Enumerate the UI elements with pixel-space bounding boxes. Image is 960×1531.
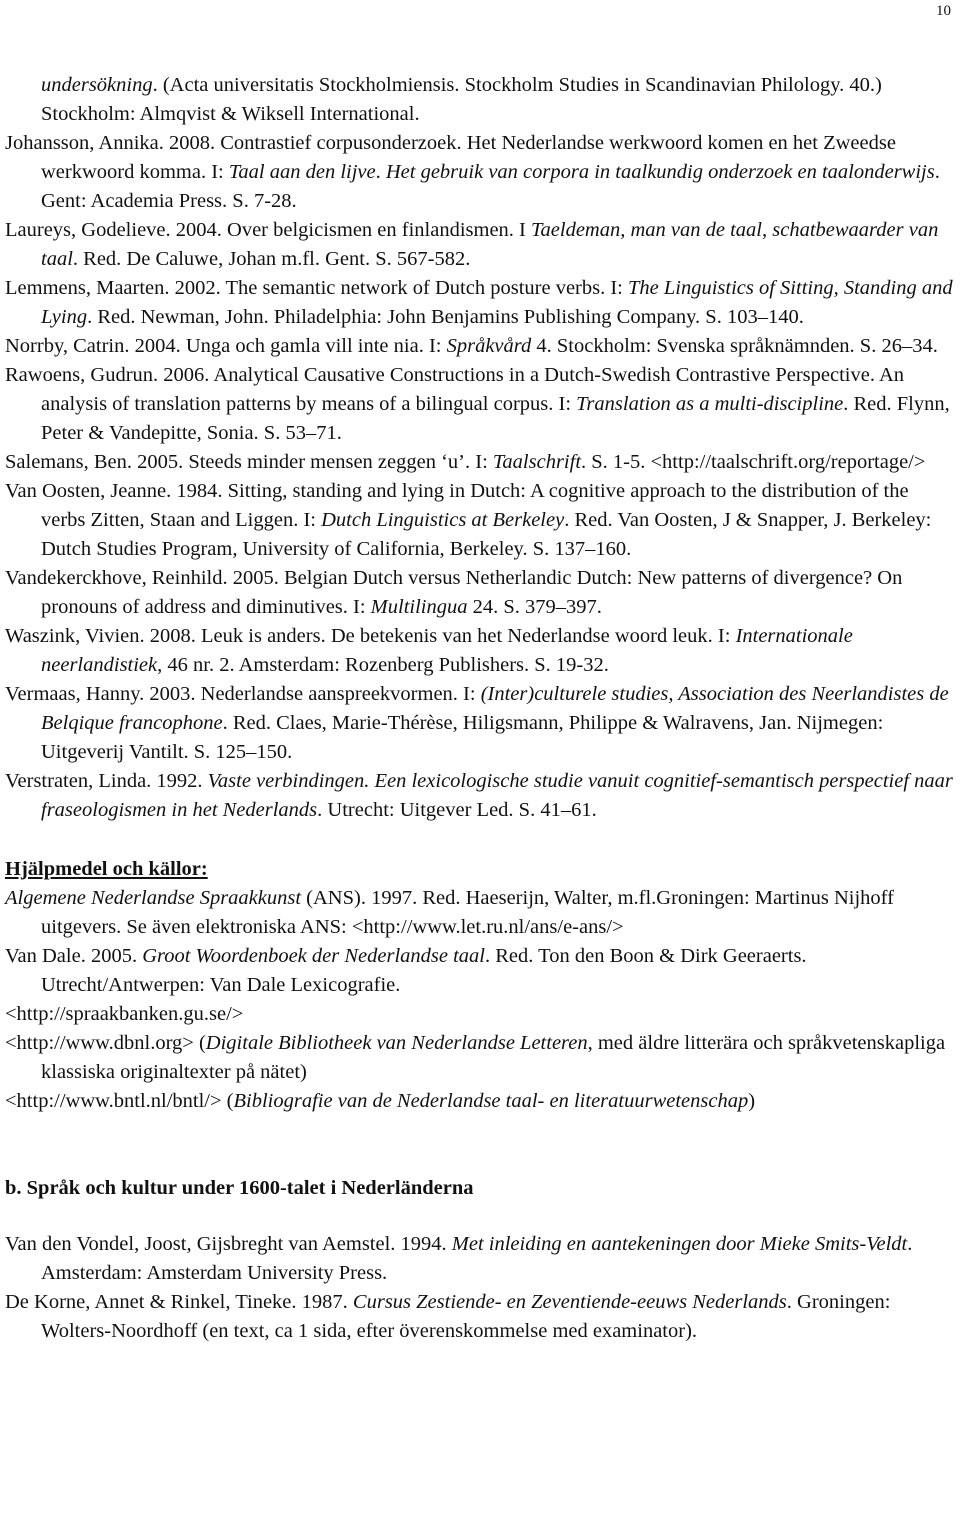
reference-text: . Red. Van Oosten, J & Snapper, J. Berkeley: Dutch Studies Program, University of California, Berkeley. S. 137–160. bbox=[41, 509, 932, 560]
reference-title: Taalschrift bbox=[492, 451, 582, 473]
reference-list-b bbox=[5, 1230, 955, 1346]
reference-title: Groot Woordenboek der Nederlandse taal bbox=[142, 945, 485, 967]
reference-entry bbox=[5, 361, 955, 448]
reference-text: <http://www.dbnl.org> ( bbox=[5, 1032, 206, 1054]
page-content bbox=[5, 71, 955, 1346]
reference-entry bbox=[5, 622, 955, 680]
reference-text: Vandekerckhove, Reinhild. 2005. Belgian Dutch versus Netherlandic Dutch: New patterns of divergence? On pronouns of address and diminutives. I: bbox=[5, 567, 903, 618]
reference-title: The Linguistics of Sitting, Standing and Lying bbox=[41, 277, 953, 328]
section-heading-tools: Hjälpmedel och källor: bbox=[5, 858, 208, 880]
reference-entry bbox=[5, 332, 955, 361]
reference-text: Van Dale. 2005. bbox=[5, 945, 143, 967]
reference-text: Van den Vondel, Joost, Gijsbreght van Aemstel. 1994. bbox=[5, 1233, 452, 1255]
reference-title: Algemene Nederlandse Spraakkunst bbox=[5, 887, 302, 909]
reference-text: . Amsterdam: Amsterdam University Press. bbox=[41, 1233, 913, 1284]
section-spacer bbox=[5, 825, 955, 855]
reference-entry bbox=[5, 884, 955, 942]
reference-title: Cursus Zestiende- en Zeventiende-eeuws Nederlands bbox=[352, 1291, 787, 1313]
reference-entry bbox=[5, 71, 955, 129]
reference-title: Dutch Linguistics at Berkeley bbox=[321, 509, 565, 531]
reference-title: Het gebruik van corpora in taalkundig onderzoek en taalonderwijs bbox=[385, 161, 935, 183]
reference-text: Salemans, Ben. 2005. Steeds minder mensen zeggen ‘u’. I: bbox=[5, 451, 493, 473]
reference-text: Johansson, Annika. 2008. Contrastief corpusonderzoek. Het Nederlandse werkwoord komen en het Zweedse werkwoord komma. I: bbox=[5, 132, 896, 183]
reference-text: . Red. Newman, John. Philadelphia: John Benjamins Publishing Company. S. 103–140. bbox=[87, 306, 804, 328]
reference-text: 4. Stockholm: Svenska språknämnden. S. 26–34. bbox=[531, 335, 938, 357]
reference-entry bbox=[5, 1230, 955, 1288]
reference-text: . bbox=[375, 161, 386, 183]
page-number: 10 bbox=[936, 3, 951, 19]
reference-text: Laureys, Godelieve. 2004. Over belgicismen en finlandismen. I bbox=[5, 219, 532, 241]
reference-text: . Red. Ton den Boon & Dirk Geeraerts. Utrecht/Antwerpen: Van Dale Lexicografie. bbox=[41, 945, 807, 996]
reference-entry bbox=[5, 1000, 955, 1029]
reference-title: Met inleiding en aantekeningen door Mieke Smits-Veldt bbox=[451, 1233, 908, 1255]
reference-text: ) bbox=[748, 1090, 756, 1112]
reference-entry bbox=[5, 216, 955, 274]
reference-text: , 46 nr. 2. Amsterdam: Rozenberg Publishers. S. 19-32. bbox=[157, 654, 609, 676]
reference-text: . Utrecht: Uitgever Led. S. 41–61. bbox=[317, 799, 597, 821]
reference-text: Verstraten, Linda. 1992. bbox=[5, 770, 208, 792]
reference-entry bbox=[5, 129, 955, 216]
reference-text: Lemmens, Maarten. 2002. The semantic network of Dutch posture verbs. I: bbox=[5, 277, 628, 299]
reference-entry bbox=[5, 477, 955, 564]
reference-text: Waszink, Vivien. 2008. Leuk is anders. De betekenis van het Nederlandse woord leuk. I: bbox=[5, 625, 736, 647]
reference-text: (ANS). 1997. Red. Haeserijn, Walter, m.fl.Groningen: Martinus Nijhoff uitgevers. Se även elektroniska ANS: <http://www.let.ru.nl/ans/e-ans/> bbox=[41, 887, 894, 938]
reference-text: . Gent: Academia Press. S. 7-28. bbox=[41, 161, 940, 212]
reference-title: Vaste verbindingen. Een lexicologische studie vanuit cognitief-semantisch perspectief naar fraseologismen in het Nederlands bbox=[41, 770, 953, 821]
reference-text: , med äldre litterära och språkvetenskapliga klassiska originaltexter på nätet) bbox=[41, 1032, 946, 1083]
reference-title: Bibliografie van de Nederlandse taal- en literatuurwetenschap bbox=[233, 1090, 749, 1112]
reference-entry bbox=[5, 448, 955, 477]
reference-title: Multilingua bbox=[370, 596, 468, 618]
reference-text: . Red. Flynn, Peter & Vandepitte, Sonia. S. 53–71. bbox=[41, 393, 950, 444]
reference-text: . (Acta universitatis Stockholmiensis. Stockholm Studies in Scandinavian Philology. 40.) Stockholm: Almqvist & Wiksell International. bbox=[41, 74, 882, 125]
reference-text: Rawoens, Gudrun. 2006. Analytical Causative Constructions in a Dutch-Swedish Contrastive Perspective. An analysis of translation patterns by means of a bilingual corpus. I: bbox=[5, 364, 905, 415]
reference-entry bbox=[5, 1288, 955, 1346]
reference-text: <http://www.bntl.nl/bntl/> ( bbox=[5, 1090, 234, 1112]
section-spacer bbox=[5, 1203, 955, 1230]
reference-title: Internationale neerlandistiek bbox=[41, 625, 853, 676]
section-heading-b: b. Språk och kultur under 1600-talet i Nederländerna bbox=[5, 1177, 474, 1199]
reference-text: . Red. Claes, Marie-Thérèse, Hiligsmann, Philippe & Walravens, Jan. Nijmegen: Uitgeverij Vantilt. S. 125–150. bbox=[41, 712, 884, 763]
section-spacer bbox=[5, 1116, 955, 1174]
reference-title: Translation as a multi-discipline bbox=[576, 393, 844, 415]
reference-title: Taeldeman, man van de taal, schatbewaarder van taal bbox=[41, 219, 939, 270]
reference-text: . Groningen: Wolters-Noordhoff (en text, ca 1 sida, efter överenskommelse med examinator). bbox=[41, 1291, 891, 1342]
reference-text: Vermaas, Hanny. 2003. Nederlandse aanspreekvormen. I: bbox=[5, 683, 481, 705]
reference-entry bbox=[5, 680, 955, 767]
reference-text: . S. 1-5. <http://taalschrift.org/reportage/> bbox=[581, 451, 926, 473]
reference-title: Språkvård bbox=[446, 335, 532, 357]
reference-entry bbox=[5, 942, 955, 1000]
reference-text: Van Oosten, Jeanne. 1984. Sitting, standing and lying in Dutch: A cognitive approach to the distribution of the verbs Zitten, Staan and Liggen. I: bbox=[5, 480, 909, 531]
reference-title: undersökning bbox=[41, 74, 153, 96]
reference-entry bbox=[5, 1029, 955, 1087]
reference-text: Norrby, Catrin. 2004. Unga och gamla vill inte nia. I: bbox=[5, 335, 447, 357]
reference-text: 24. S. 379–397. bbox=[467, 596, 602, 618]
reference-title: (Inter)culturele studies, Association des Neerlandistes de Belqique francophone bbox=[41, 683, 949, 734]
reference-title: Taal aan den lijve bbox=[228, 161, 376, 183]
reference-list-literature bbox=[5, 71, 955, 825]
reference-entry bbox=[5, 274, 955, 332]
reference-title: Digitale Bibliotheek van Nederlandse Letteren bbox=[205, 1032, 588, 1054]
reference-text: De Korne, Annet & Rinkel, Tineke. 1987. bbox=[5, 1291, 353, 1313]
reference-text: . Red. De Caluwe, Johan m.fl. Gent. S. 567-582. bbox=[72, 248, 471, 270]
reference-text: <http://spraakbanken.gu.se/> bbox=[5, 1003, 244, 1025]
reference-entry bbox=[5, 1087, 955, 1116]
reference-entry bbox=[5, 767, 955, 825]
reference-list-tools bbox=[5, 884, 955, 1116]
reference-entry bbox=[5, 564, 955, 622]
